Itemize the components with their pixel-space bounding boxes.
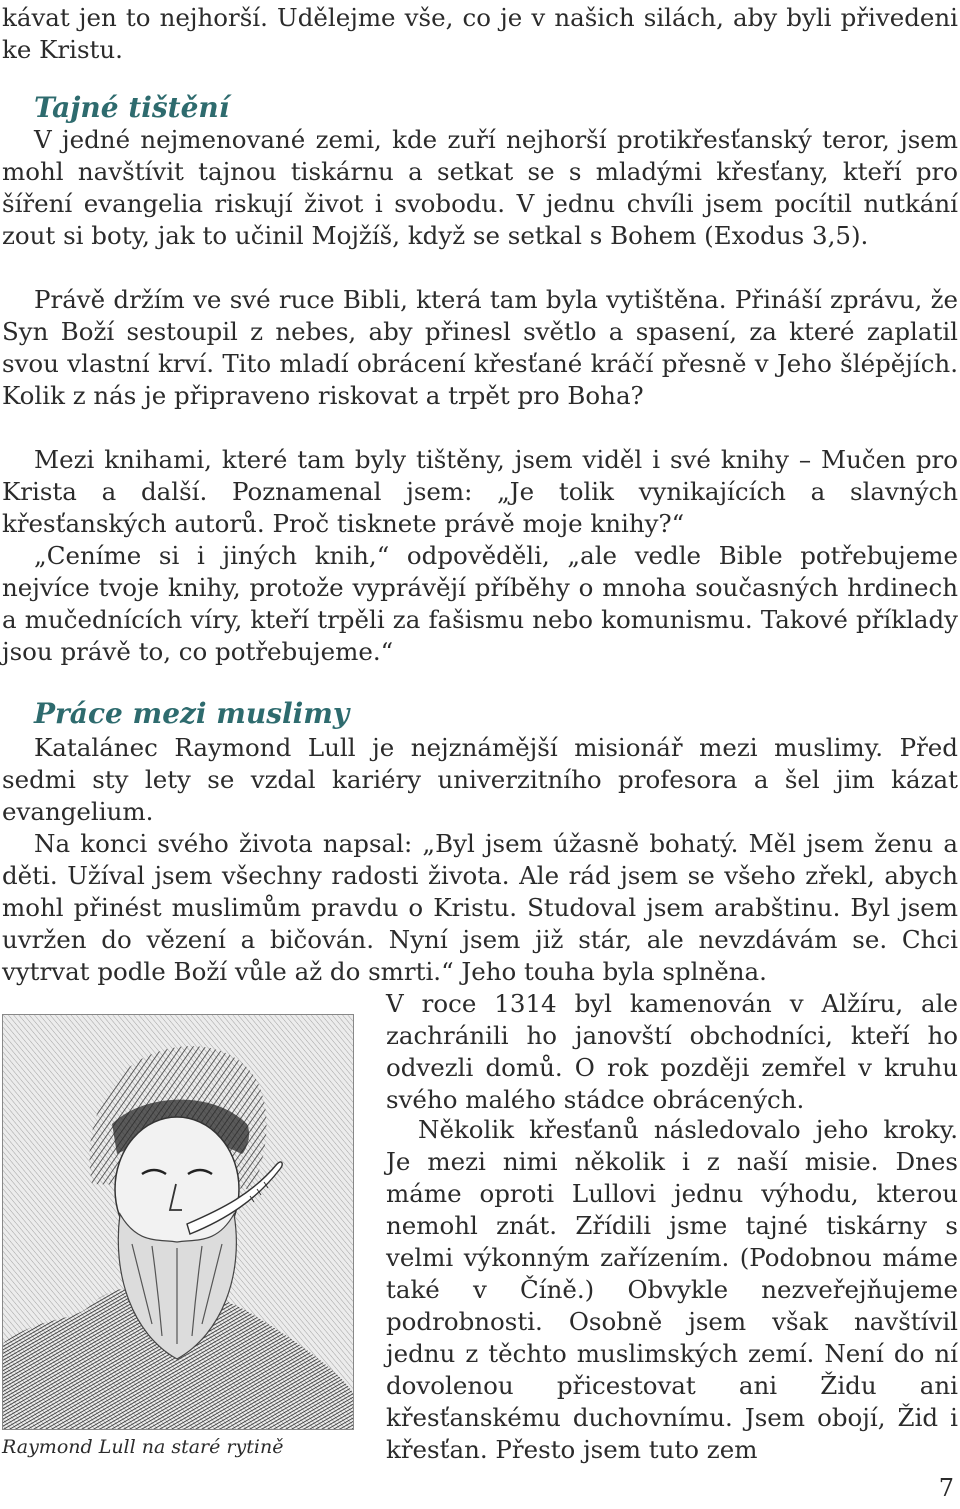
paragraph-muslim-work-3: V roce 1314 byl kamenován v Alžíru, ale zachránili ho janovští obchodníci, kteří ho odvezli domů. O rok později zemřel v kruhu svého malého stádce obrácených. xyxy=(386,989,958,1114)
engraving-portrait-icon xyxy=(2,1014,354,1430)
section-heading-muslim-work: Práce mezi muslimy xyxy=(34,697,350,730)
paragraph-secret-printing-2: Právě držím ve své ruce Bibli, která tam byla vytištěna. Přináší zprávu, že Syn Boží sestoupil z nebes, aby přinesl světlo a spasení, za které zaplatil svou vlastní krví. Tito mladí obrácení křesťané kráčí přesně v Jeho šlépějích. Kolik z nás je připraveno riskovat a trpět pro Boha? xyxy=(2,285,958,410)
paragraph-secret-printing-4: „Ceníme si i jiných knih,“ odpověděli, „ale vedle Bible potřebujeme nejvíce tvoje knihy, protože vyprávějí příběhy o mnoha současných hrdinech a mučednících víry, kteří trpěli za fašismu nebo komunismu. Takové příklady jsou právě to, co potřebujeme.“ xyxy=(2,541,958,666)
paragraph-muslim-work-1: Katalánec Raymond Lull je nejznámější misionář mezi muslimy. Před sedmi sty lety se vzdal kariéry univerzitního profesora a šel jim kázat evangelium. xyxy=(2,733,958,826)
page-number: 7 xyxy=(938,1474,954,1502)
paragraph-muslim-work-2: Na konci svého života napsal: „Byl jsem úžasně bohatý. Měl jsem ženu a děti. Užíval jsem všechny radosti života. Ale rád jsem se všeho zřekl, abych mohl přinést muslimům pravdu o Kristu. Studoval jsem arabštinu. Byl jsem uvržen do vězení a bičován. Nyní jsem již stár, ale nevzdávám se. Chci vytrvat podle Boží vůle až do smrti.“ Jeho touha byla splněna. xyxy=(2,829,958,986)
paragraph-intro: kávat jen to nejhorší. Udělejme vše, co je v našich silách, aby byli přivedeni ke Kristu. xyxy=(2,3,958,64)
paragraph-muslim-work-4: Několik křesťanů následovalo jeho kroky. Je mezi nimi několik i z naší misie. Dnes máme oproti Lullovi jednu výhodu, kterou nemohl znát. Zřídili jsme tajné tiskárny s velmi výkonným zařízením. (Podobnou máme také v Číně.) Obvykle nezveřejňujeme podrobnosti. Osobně jsem však navštívil jednu z těchto muslimských zemí. Není do ní dovolenou přicestovat ani Židu ani křesťanskému duchovnímu. Jsem obojí, Žid i křesťan. Přesto jsem tuto zem xyxy=(386,1115,958,1464)
paragraph-secret-printing-1: V jedné nejmenované zemi, kde zuří nejhorší protikřesťanský teror, jsem mohl navštívit tajnou tiskárnu a setkat se s mladými křesťany, kteří pro šíření evangelia riskují život i svobodu. V jednu chvíli jsem pocítil nutkání zout si boty, jak to učinil Mojžíš, když se setkal s Bohem (Exodus 3,5). xyxy=(2,125,958,250)
paragraph-secret-printing-3: Mezi knihami, které tam byly tištěny, jsem viděl i své knihy – Mučen pro Krista a další. Poznamenal jsem: „Je tolik vynikajících a slavných křesťanských autorů. Proč tisknete právě moje knihy?“ xyxy=(2,445,958,538)
figure-caption: Raymond Lull na staré rytině xyxy=(2,1436,284,1458)
section-heading-secret-printing: Tajné tištění xyxy=(34,91,230,124)
